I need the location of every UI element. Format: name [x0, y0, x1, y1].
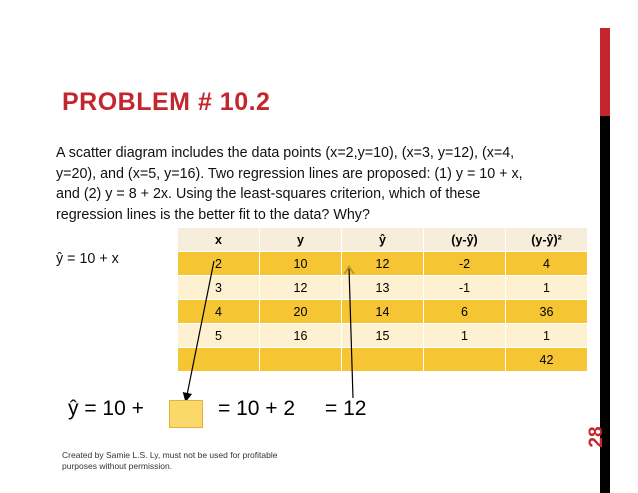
arrow-x-to-box	[186, 261, 214, 400]
table-header-cell: x	[178, 228, 260, 252]
table-cell: 4	[178, 300, 260, 324]
table-cell: 1	[506, 276, 588, 300]
table-cell: -1	[424, 276, 506, 300]
slide-title: PROBLEM # 10.2	[62, 88, 271, 116]
formula-left: ŷ = 10 +	[68, 397, 144, 420]
table-header-cell: (y-ŷ)²	[506, 228, 588, 252]
table-cell: 3	[178, 276, 260, 300]
table-cell: 2	[178, 252, 260, 276]
table-cell: 12	[342, 252, 424, 276]
table-cell: 15	[342, 324, 424, 348]
problem-text: A scatter diagram includes the data points (x=2,y=10), (x=3, y=12), (x=4, y=20), and (x=5, y=16). Two regression lines are proposed: (1) y = 10 + x, and (2) y = 8 + 2x. Using the least-squares criterion, which of these regression lines is the better fit to the data? Why?	[56, 145, 523, 223]
formula-middle: = 10 + 2	[218, 397, 296, 420]
regression-equation: ŷ = 10 + x	[56, 251, 119, 267]
table-cell: 14	[342, 300, 424, 324]
table-cell: 4	[506, 252, 588, 276]
table-cell: -2	[424, 252, 506, 276]
table-header-cell: y	[260, 228, 342, 252]
table-cell: 5	[178, 324, 260, 348]
table-cell: 6	[424, 300, 506, 324]
table-cell: 42	[506, 348, 588, 372]
table-header-cell: (y-ŷ)	[424, 228, 506, 252]
table-cell: 16	[260, 324, 342, 348]
table-cell: 10	[260, 252, 342, 276]
credit-note: Created by Samie L.S. Ly, must not be used for profitable purposes without permission.	[62, 450, 278, 471]
table-cell: 20	[260, 300, 342, 324]
table-cell: 13	[342, 276, 424, 300]
table-cell: 1	[424, 324, 506, 348]
table-cell: 36	[506, 300, 588, 324]
table-cell: 12	[260, 276, 342, 300]
formula-result: = 12	[325, 397, 367, 420]
table-header-cell: ŷ	[342, 228, 424, 252]
table-cell: 1	[506, 324, 588, 348]
page-number: 28	[586, 426, 607, 448]
arrow-result-to-yhat	[349, 268, 353, 398]
answer-box	[169, 400, 203, 428]
